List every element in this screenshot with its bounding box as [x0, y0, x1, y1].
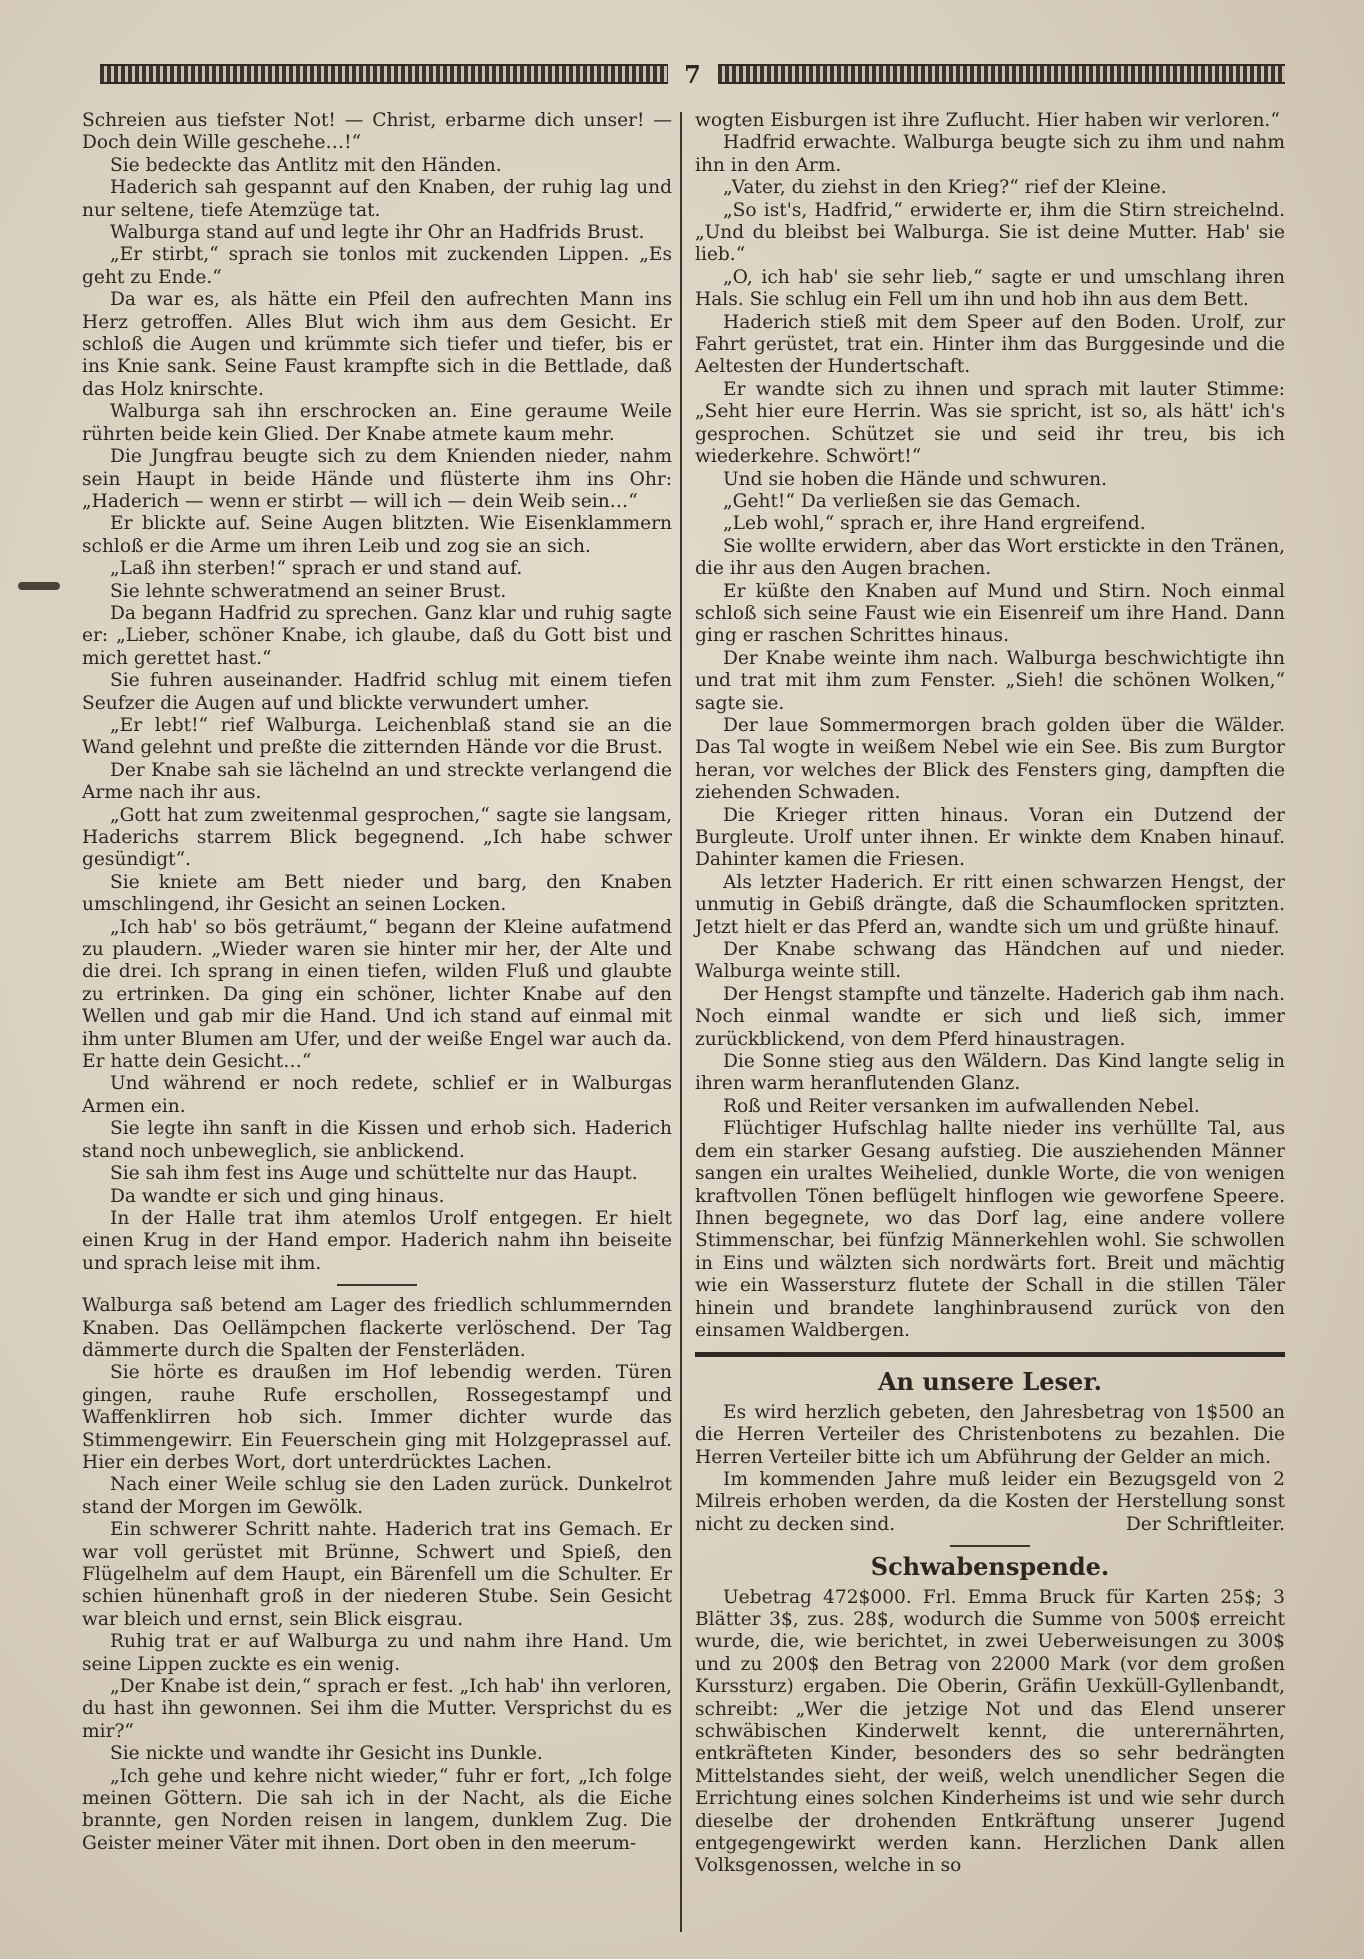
paragraph: Sie kniete am Bett nieder und barg, den Knaben umschlingend, ihr Gesicht an seinen Locken. [82, 871, 672, 916]
story-part-a [82, 110, 672, 1275]
page-number: 7 [684, 59, 701, 89]
paragraph: Walburga sah ihn erschrocken an. Eine geraume Weile rührten beide kein Glied. Der Knabe atmete kaum mehr. [82, 401, 672, 445]
paragraph: Walburga stand auf und legte ihr Ohr an Hadfrids Brust. [110, 222, 645, 244]
paragraph: „O, ich hab' sie sehr lieb,“ sagte er und umschlang ihren Hals. Sie schlug ein Fell um ihn und hob ihn aus dem Bett. [695, 266, 1285, 311]
paragraph: „Er lebt!“ rief Walburga. Leichenblaß stand sie an die Wand gelehnt und preßte die zitternden Hände vor die Brust. [82, 714, 672, 759]
paragraph: Der laue Sommermorgen brach golden über die Wälder. Das Tal wogte in weißem Nebel wie ein See. Bis zum Burgtor heran, vor welches der Blick des Fensters ging, dampften die ziehenden Schwaden. [695, 714, 1285, 804]
paragraph: Sie legte ihn sanft in die Kissen und erhob sich. Haderich stand noch unbeweglich, sie anblickend. [82, 1118, 672, 1162]
paragraph: Ruhig trat er auf Walburga zu und nahm ihre Hand. Um seine Lippen zuckte es ein wenig. [82, 1631, 672, 1675]
paragraph: Haderich stieß mit dem Speer auf den Boden. Urolf, zur Fahrt gerüstet, trat ein. Hinter ihm das Burggesinde und die Aeltesten der Hundertschaft. [695, 311, 1285, 378]
paragraph: Sie nickte und wandte ihr Gesicht ins Dunkle. [110, 1743, 543, 1765]
story-part-b [82, 1295, 672, 1855]
notice-signature: Der Schriftleiter. [1125, 1513, 1285, 1535]
section-separator [337, 1284, 417, 1286]
paragraph: Sie sah ihm fest ins Auge und schüttelte nur das Haupt. [110, 1163, 638, 1185]
paragraph: Sie fuhren auseinander. Hadfrid schlug mit einem tiefen Seufzer die Augen auf und blickte verwundert umher. [82, 670, 672, 714]
paragraph: Da begann Hadfrid zu sprechen. Ganz klar und ruhig sagte er: „Lieber, schöner Knabe, ich glaube, daß du Gott bist und mich gerettet hast.“ [82, 602, 672, 669]
paragraph: Die Jungfrau beugte sich zu dem Knienden nieder, nahm sein Haupt in beide Hände und flüsterte ihm ins Ohr: „Haderich — wenn er stirbt — will ich — dein Weib sein…“ [82, 446, 672, 512]
donation-section [695, 1552, 1285, 1878]
paragraph: Da wandte er sich und ging hinaus. [110, 1185, 445, 1207]
paragraph: Ein schwerer Schritt nahte. Haderich trat ins Gemach. Er war voll gerüstet mit Brünne, Schwert und Spieß, den Flügelhelm auf dem Haupt, ein Bärenfell um die Schulter. Er schien hünenhaft groß in der niederen Stube. Sein Gesicht war bleich und ernst, sein Blick eisgrau. [82, 1519, 672, 1630]
paragraph: „Gott hat zum zweitenmal gesprochen,“ sagte sie langsam, Haderichs starrem Blick begegnend. „Ich habe schwer gesündigt“. [82, 804, 672, 871]
paragraph: Er küßte den Knaben auf Mund und Stirn. Noch einmal schloß sich seine Faust wie ein Eisenreif um ihre Hand. Dann ging er raschen Schrittes hinaus. [695, 580, 1285, 647]
paragraph: Flüchtiger Hufschlag hallte nieder ins verhüllte Tal, aus dem ein starker Gesang aufstieg. Die ausziehenden Männer sangen ein uraltes Weihelied, dunkle Worte, die von wenigen kraftvollen Tönen beflügelt hinflogen wie geworfene Speere. Ihnen begegnete, wo das Dorf lag, eine andere vollere Stimmenschar, bei fünfzig Männerkehlen wohl. Sie schwollen in Eins und wälzten sich nordwärts fort. Breit und mächtig wie ein Wassersturz flutete der Schall in die stillen Täler hinein und brandete langhinbrausend zurück von den einsamen Waldbergen. [695, 1118, 1285, 1341]
paragraph: Walburga saß betend am Lager des friedlich schlummernden Knaben. Das Oellämpchen flackerte verlöschend. Der Tag dämmerte durch die Spalten der Fensterläden. [82, 1295, 672, 1361]
story-continuation [695, 110, 1285, 1342]
paragraph: „Leb wohl,“ sprach er, ihre Hand ergreifend. [723, 513, 1146, 535]
paragraph: Der Knabe schwang das Händchen auf und nieder. Walburga weinte still. [695, 939, 1285, 983]
punch-mark [18, 582, 60, 590]
paragraph: „Der Knabe ist dein,“ sprach er fest. „Ich hab' ihn verloren, du hast ihn gewonnen. Sei ihm die Mutter. Versprichst du es mir?“ [82, 1676, 672, 1742]
paragraph: Der Knabe sah sie lächelnd an und streckte verlangend die Arme nach ihr aus. [82, 759, 672, 804]
paragraph: „Ich gehe und kehre nicht wieder,“ fuhr er fort, „Ich folge meinen Göttern. Die sah ich in der Nacht, als die Eiche brannte, gen Norden reisen in langem, dunklem Zug. Die Geister meiner Väter mit ihnen. Dort oben in den meerum- [82, 1765, 672, 1854]
paragraph: Die Krieger ritten hinaus. Voran ein Dutzend der Burgleute. Urolf unter ihnen. Er winkte dem Knaben hinauf. Dahinter kamen die Friesen. [695, 804, 1285, 871]
paragraph: Schreien aus tiefster Not! — Christ, erbarme dich unser! — Doch dein Wille geschehe…!“ [82, 110, 672, 154]
reader-notice [695, 1367, 1285, 1536]
page-header [100, 60, 1285, 88]
paragraph: Der Knabe weinte ihm nach. Walburga beschwichtigte ihn und trat mit ihm zum Fenster. „Sieh! die schönen Wolken,“ sagte sie. [695, 647, 1285, 714]
paragraph: Der Hengst stampfte und tänzelte. Haderich gab ihm nach. Noch einmal wandte er sich und ließ sich, immer zurückblickend, von dem Pferd hinaustragen. [695, 983, 1285, 1050]
notice-paragraph: Im kommenden Jahre muß leider ein Bezugsgeld von 2 Milreis erhoben werden, da die Kosten der Herstellung sonst nicht zu decken sind. Der Schriftleiter. [695, 1468, 1285, 1535]
paragraph: Er blickte auf. Seine Augen blitzten. Wie Eisenklammern schloß er die Arme um ihren Leib und zog sie an sich. [82, 513, 672, 557]
paragraph: „So ist's, Hadfrid,“ erwiderte er, ihm die Stirn streichelnd. „Und du bleibst bei Walburga. Sie ist deine Mutter. Hab' sie lieb.“ [695, 199, 1285, 266]
header-rule-left [100, 64, 668, 84]
paragraph: „Vater, du ziehst in den Krieg?“ rief der Kleine. [723, 177, 1167, 199]
paragraph: Da war es, als hätte ein Pfeil den aufrechten Mann ins Herz getroffen. Alles Blut wich ihm aus dem Gesicht. Er schloß die Augen und krümmte sich tiefer und tiefer, bis er ins Knie sank. Seine Faust krampfte sich in die Bettlade, daß das Holz knirschte. [82, 289, 672, 400]
notice-title: An unsere Leser. [877, 1367, 1103, 1397]
paragraph: Die Sonne stieg aus den Wäldern. Das Kind langte selig in ihren warm heranflutenden Glanz. [695, 1051, 1285, 1095]
paragraph: wogten Eisburgen ist ihre Zuflucht. Hier haben wir verloren.“ [695, 110, 1280, 131]
donation-title: Schwabenspende. [870, 1552, 1110, 1582]
paragraph: Roß und Reiter versanken im aufwallenden Nebel. [723, 1095, 1200, 1117]
section-rule [695, 1352, 1285, 1357]
paragraph: Nach einer Weile schlug sie den Laden zurück. Dunkelrot stand der Morgen im Gewölk. [82, 1474, 672, 1518]
paragraph: Sie hörte es draußen im Hof lebendig werden. Türen gingen, rauhe Rufe erschollen, Rossegestampf und Waffenklirren hob sich. Immer dichter wurde das Stimmengewirr. Ein Feuerschein ging mit Holzgeprassel auf. Hier ein derbes Wort, dort unterdrücktes Lachen. [82, 1362, 672, 1473]
donation-text: Uebetrag 472$000. Frl. Emma Bruck für Karten 25$; 3 Blätter 3$, zus. 28$, wodurch die Summe von 500$ erreicht wurde, die, wie berichtet, in zwei Ueberweisungen zu 300$ und zu 200$ den Betrag von 22000 Mark (vor dem großen Kurssturz) ergaben. Die Oberin, Gräfin Uexküll-Gyllenbandt, schreibt: „Wer die jetzige Not und das Elend unserer schwäbischen Kinderwelt kennt, die unterernährten, entkräfteten Kinder, besonders des so sehr bedrängten Mittelstandes sieht, der weiß, welch unendlicher Segen die Errichtung eines solchen Kinderheims ist und wie sehr durch dieselbe der drohenden Entkräftung unserer Jugend entgegengewirkt werden kann. Herzlichen Dank allen Volksgenossen, welche in so [695, 1586, 1285, 1877]
header-rule-right [718, 64, 1286, 84]
paragraph: Sie bedeckte das Antlitz mit den Händen. [110, 154, 502, 176]
paragraph: „Laß ihn sterben!“ sprach er und stand auf. [110, 558, 523, 580]
paragraph: In der Halle trat ihm atemlos Urolf entgegen. Er hielt einen Krug in der Hand empor. Haderich nahm ihn beiseite und sprach leise mit ihm. [82, 1207, 672, 1274]
section-separator [950, 1545, 1030, 1547]
paragraph: Und sie hoben die Hände und schwuren. [723, 468, 1108, 490]
column-divider [680, 112, 682, 1932]
paragraph: Sie wollte erwidern, aber das Wort erstickte in den Tränen, die ihr aus den Augen brachen. [695, 535, 1285, 580]
left-column [82, 110, 672, 1855]
right-column [695, 110, 1285, 1878]
paragraph: Hadfrid erwachte. Walburga beugte sich zu ihm und nahm ihn in den Arm. [695, 132, 1285, 176]
paragraph: Und während er noch redete, schlief er in Walburgas Armen ein. [82, 1073, 672, 1117]
paragraph: Als letzter Haderich. Er ritt einen schwarzen Hengst, der unmutig in Gebiß drängte, daß die Schaumflocken spritzten. Jetzt hielt er das Pferd an, wandte sich um und grüßte hinauf. [695, 871, 1285, 938]
paragraph: „Geht!“ Da verließen sie das Gemach. [723, 490, 1082, 512]
notice-paragraph: Es wird herzlich gebeten, den Jahresbetrag von 1$500 an die Herren Verteiler des Christenbotens zu bezahlen. Die Herren Verteiler bitte ich um Abführung der Gelder an mich. [695, 1401, 1285, 1468]
paragraph: „Er stirbt,“ sprach sie tonlos mit zuckenden Lippen. „Es geht zu Ende.“ [82, 244, 672, 288]
paragraph: Er wandte sich zu ihnen und sprach mit lauter Stimme: „Seht hier eure Herrin. Was sie spricht, ist so, als hätt' ich's gesprochen. Schützet sie und seid ihr treu, bis ich wiederkehre. Schwört!“ [695, 378, 1285, 468]
paragraph: „Ich hab' so bös geträumt,“ begann der Kleine aufatmend zu plaudern. „Wieder waren sie hinter mir her, der Alte und die drei. Ich sprang in einen tiefen, wilden Fluß und glaubte zu ertrinken. Da ging ein schöner, lichter Knabe auf den Wellen und gab mir die Hand. Und ich stand auf einmal mit ihm unter Blumen am Ufer, und der weiße Engel war auch da. Er hatte dein Gesicht…“ [82, 916, 672, 1073]
paragraph: Haderich sah gespannt auf den Knaben, der ruhig lag und nur seltene, tiefe Atemzüge tat. [82, 177, 672, 221]
paragraph: Sie lehnte schweratmend an seiner Brust. [110, 580, 507, 602]
